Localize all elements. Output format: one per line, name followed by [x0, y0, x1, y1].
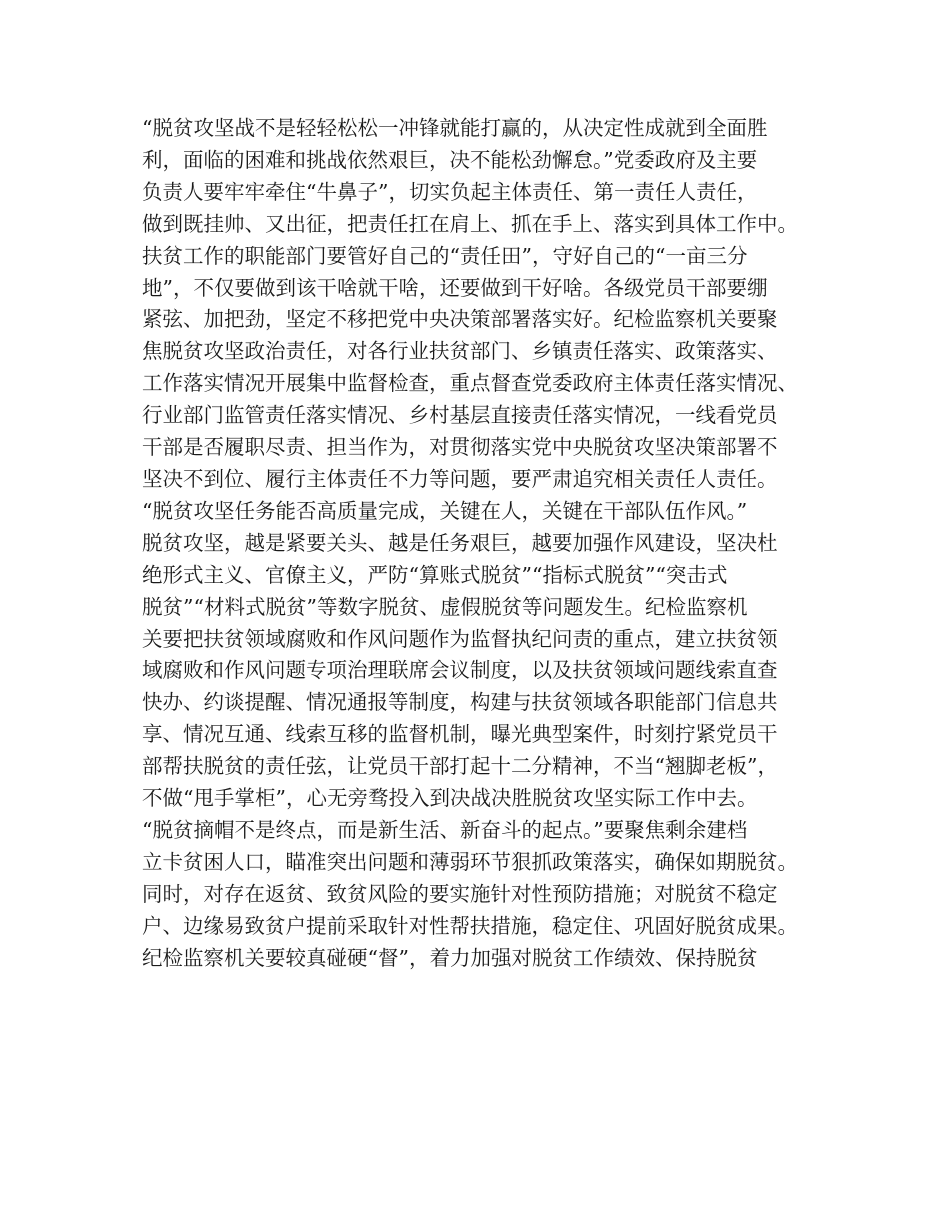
text-line: 立卡贫困人口，瞄准突出问题和薄弱环节狠抓政策落实，确保如期脱贫。	[142, 849, 798, 874]
text-line: 脱贫”“材料式脱贫”等数字脱贫、虚假脱贫等问题发生。纪检监察机	[142, 594, 748, 619]
text-line: 做到既挂帅、又出征，把责任扛在肩上、抓在手上、落实到具体工作中。	[142, 211, 798, 236]
text-line: 工作落实情况开展集中监督检查，重点督查党委政府主体责任落实情况、	[142, 371, 798, 396]
text-line: 享、情况互通、线索互移的监督机制，曝光典型案件，时刻拧紧党员干	[142, 722, 778, 747]
text-line: 部帮扶脱贫的责任弦，让党员干部打起十二分精神，不当“翘脚老板”，	[142, 754, 778, 779]
text-line: “脱贫攻坚任务能否高质量完成，关键在人，关键在干部队伍作风。”	[142, 498, 748, 523]
text-line: 不做“甩手掌柜”，心无旁骛投入到决战决胜脱贫攻坚实际工作中去。	[142, 786, 758, 811]
text-line: 干部是否履职尽责、担当作为，对贯彻落实党中央脱贫攻坚决策部署不	[142, 435, 778, 460]
body-text	[142, 113, 822, 974]
text-line: 地”，不仅要做到该干啥就干啥，还要做到干好啥。各级党员干部要绷	[142, 275, 768, 300]
text-line: 行业部门监管责任落实情况、乡村基层直接责任落实情况，一线看党员	[142, 403, 778, 428]
text-line: 利，面临的困难和挑战依然艰巨，决不能松劲懈怠。”党委政府及主要	[142, 147, 758, 172]
text-line: 脱贫攻坚，越是紧要关头、越是任务艰巨，越要加强作风建设，坚决杜	[142, 530, 778, 555]
text-line: 域腐败和作风问题专项治理联席会议制度，以及扶贫领域问题线索直查	[142, 658, 778, 683]
text-line: 坚决不到位、履行主体责任不力等问题，要严肃追究相关责任人责任。	[142, 466, 778, 491]
text-line: 绝形式主义、官僚主义，严防“算账式脱贫”“指标式脱贫”“突击式	[142, 562, 728, 587]
text-line: 紧弦、加把劲，坚定不移把党中央决策部署落实好。纪检监察机关要聚	[142, 307, 778, 332]
text-line: 同时，对存在返贫、致贫风险的要实施针对性预防措施；对脱贫不稳定	[142, 881, 778, 906]
text-line: “脱贫攻坚战不是轻轻松松一冲锋就能打赢的，从决定性成就到全面胜	[142, 116, 768, 140]
text-line: 焦脱贫攻坚政治责任，对各行业扶贫部门、乡镇责任落实、政策落实、	[142, 339, 778, 364]
text-line: 关要把扶贫领域腐败和作风问题作为监督执纪问责的重点，建立扶贫领	[142, 626, 778, 651]
text-line: 扶贫工作的职能部门要管好自己的“责任田”，守好自己的“一亩三分	[142, 243, 748, 268]
text-line: 负责人要牢牢牵住“牛鼻子”，切实负起主体责任、第一责任人责任，	[142, 179, 758, 204]
text-line: 快办、约谈提醒、情况通报等制度，构建与扶贫领域各职能部门信息共	[142, 690, 778, 715]
text-line: 纪检监察机关要较真碰硬“督”，着力加强对脱贫工作绩效、保持脱贫	[142, 945, 758, 970]
text-line: “脱贫摘帽不是终点，而是新生活、新奋斗的起点。”要聚焦剩余建档	[142, 817, 748, 842]
text-line: 户、边缘易致贫户提前采取针对性帮扶措施，稳定住、巩固好脱贫成果。	[142, 913, 798, 938]
